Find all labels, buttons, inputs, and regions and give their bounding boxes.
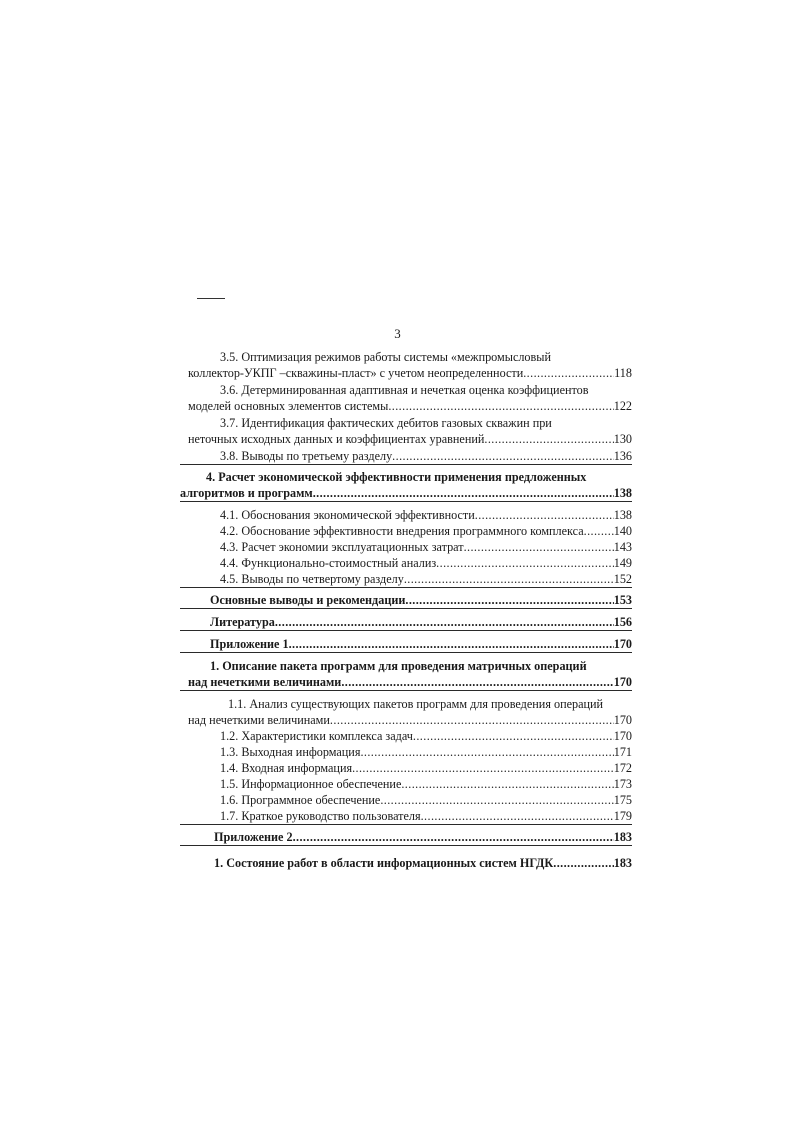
toc-entry-conclusions: [180, 592, 632, 609]
toc-entry-text: 1. Состояние работ в области информационных систем НГДК: [214, 856, 554, 870]
toc-entry-4-3: [180, 539, 632, 555]
toc-entry-text: 1.5. Информационное обеспечение: [220, 777, 402, 791]
toc-entry-page: 130: [613, 432, 632, 446]
toc-entry-text: 4.5. Выводы по четвертому разделу: [220, 572, 404, 586]
toc-entry-appendix-2-section-1: [180, 855, 632, 871]
toc-entry-text: 1.2. Характеристики комплекса задач: [220, 729, 413, 743]
toc-entry-text: 1.6. Программное обеспечение: [220, 793, 381, 807]
toc-entry-page: 143: [613, 540, 632, 554]
toc-entry-page: 152: [613, 572, 632, 586]
toc-entry-page: 170: [613, 637, 632, 651]
toc-entry-3-6: [180, 382, 632, 414]
toc-entry-text: алгоритмов и программ: [180, 486, 313, 500]
toc-entry-appendix-1-section-1: [180, 658, 632, 691]
toc-entry-3-7: [180, 415, 632, 447]
toc-entry-chapter-4: [180, 469, 632, 502]
toc-entry-page: 140: [613, 524, 632, 538]
toc-entry-page: 173: [613, 777, 632, 791]
toc-entry-text: неточных исходных данных и коэффициентах уравнений: [188, 432, 485, 446]
toc-entry-page: 170: [613, 713, 632, 727]
toc-entry-page: 136: [613, 449, 632, 463]
toc-entry-text: 1. Описание пакета программ для проведения матричных операций: [210, 659, 587, 673]
toc-entry-page: 156: [613, 615, 632, 629]
toc-entry-text: над нечеткими величинами: [188, 675, 342, 689]
toc-entry-page: 171: [613, 745, 632, 759]
toc-entry-literature: [180, 614, 632, 631]
toc-entry-text: 1.3. Выходная информация: [220, 745, 361, 759]
toc-entry-1-2: [180, 728, 632, 744]
toc-entry-4-2: [180, 523, 632, 539]
toc-entry-text: 4.4. Функционально-стоимостный анализ: [220, 556, 437, 570]
toc-entry-page: 118: [614, 366, 632, 380]
toc-entry-page: 175: [613, 793, 632, 807]
toc-entry-text: 1.4. Входная информация: [220, 761, 353, 775]
scan-mark: [197, 298, 225, 299]
toc-entry-appendix-2: [180, 829, 632, 846]
toc-entry-text: 4.2. Обоснование эффективности внедрения программного комплекса: [220, 524, 584, 538]
toc-entry-page: 138: [613, 486, 632, 500]
toc-entry-text: 1.1. Анализ существующих пакетов программ для проведения операций: [228, 697, 604, 711]
toc-entry-4-4: [180, 555, 632, 571]
toc-entry-text: 4.1. Обоснования экономической эффективности: [220, 508, 475, 522]
toc-entry-1-1: [180, 696, 632, 728]
toc-entry-page: 153: [613, 593, 632, 607]
toc-entry-page: 170: [613, 729, 632, 743]
toc-entry-4-5: [180, 571, 632, 588]
toc-entry-1-4: [180, 760, 632, 776]
toc-entry-text: 3.8. Выводы по третьему разделу: [220, 449, 393, 463]
toc-entry-text: 3.5. Оптимизация режимов работы системы «межпромысловый: [220, 350, 551, 364]
toc-entry-1-5: [180, 776, 632, 792]
toc-entry-appendix-1: [180, 636, 632, 653]
toc-entry-page: 170: [613, 675, 632, 689]
toc-entry-text: 3.7. Идентификация фактических дебитов газовых скважин при: [220, 416, 552, 430]
table-of-contents: [180, 349, 632, 871]
toc-entry-text: Основные выводы и рекомендации: [210, 593, 406, 607]
toc-entry-text: над нечеткими величинами: [188, 713, 330, 727]
toc-entry-4-1: [180, 507, 632, 523]
toc-entry-1-6: [180, 792, 632, 808]
toc-entry-1-7: [180, 808, 632, 825]
toc-entry-text: 4.3. Расчет экономии эксплуатационных затрат: [220, 540, 464, 554]
toc-entry-page: 172: [613, 761, 632, 775]
toc-entry-3-8: [180, 448, 632, 465]
toc-entry-page: 179: [613, 809, 632, 823]
toc-entry-page: 138: [613, 508, 632, 522]
toc-entry-3-5: [180, 349, 632, 381]
toc-entry-text: коллектор-УКПГ –скважины-пласт» с учетом неопределенности: [188, 366, 524, 380]
toc-entry-text: 3.6. Детерминированная адаптивная и нечеткая оценка коэффициентов: [220, 383, 589, 397]
toc-entry-page: 183: [613, 856, 632, 870]
toc-entry-text: моделей основных элементов системы: [188, 399, 389, 413]
toc-entry-1-3: [180, 744, 632, 760]
toc-entry-text: Литература: [210, 615, 275, 629]
toc-entry-text: 1.7. Краткое руководство пользователя: [220, 809, 421, 823]
toc-entry-text: Приложение 1: [210, 637, 289, 651]
toc-entry-page: 149: [613, 556, 632, 570]
toc-entry-text: 4. Расчет экономической эффективности применения предложенных: [206, 470, 587, 484]
toc-entry-page: 122: [613, 399, 632, 413]
page-number: 3: [394, 326, 401, 341]
toc-entry-page: 183: [613, 830, 632, 844]
toc-entry-text: Приложение 2: [214, 830, 293, 844]
